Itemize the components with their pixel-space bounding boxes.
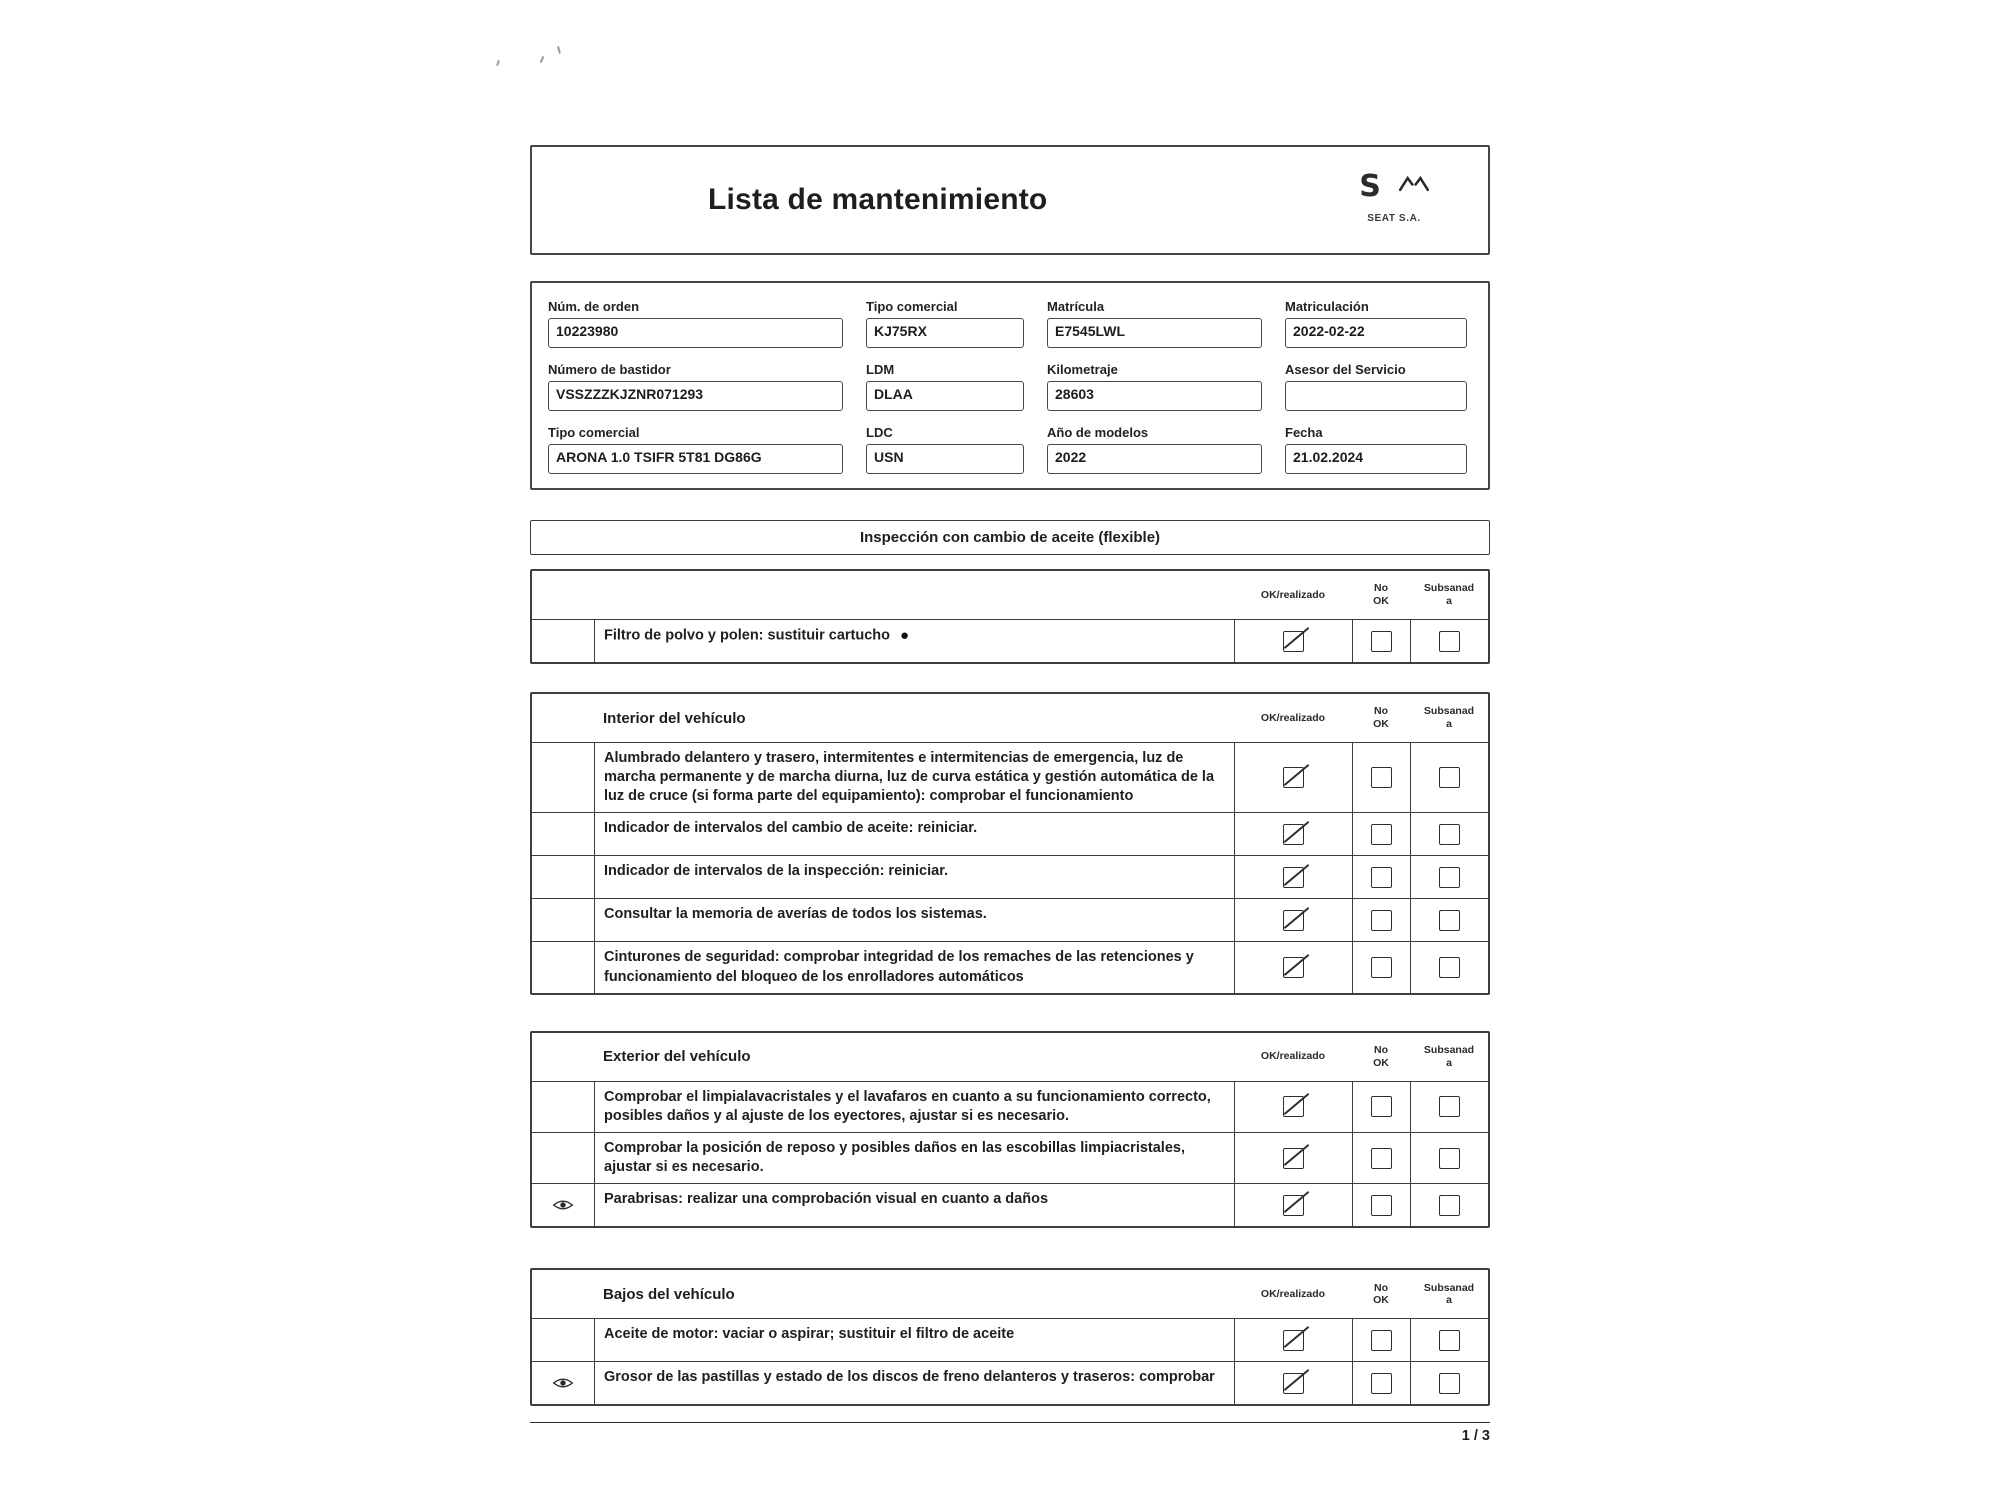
checklist-row	[532, 855, 1488, 898]
item-label: Cinturones de seguridad: comprobar integridad de los remaches de las retenciones y funcionamiento del bloqueo de los enrolladores automáticos	[604, 949, 1194, 985]
no-ok-cell	[1352, 1362, 1410, 1404]
checklist-row	[532, 619, 1488, 662]
checkbox-ok[interactable]	[1283, 1330, 1304, 1351]
document-header	[530, 145, 1490, 255]
field-label: Asesor del Servicio	[1285, 362, 1406, 377]
brand-logos	[1334, 167, 1454, 224]
field-value-tipo-comercial[interactable]: KJ75RX	[866, 318, 1024, 348]
checkbox-subsanada[interactable]	[1439, 867, 1460, 888]
ok-cell	[1234, 942, 1352, 992]
page-number: 1 / 3	[1461, 1428, 1490, 1445]
subsanada-cell	[1410, 899, 1488, 941]
field-label: Matriculación	[1285, 299, 1369, 314]
checkbox-subsanada[interactable]	[1439, 631, 1460, 652]
row-icon-cell	[532, 899, 594, 941]
subsanada-cell	[1410, 813, 1488, 855]
subsanada-cell	[1410, 1133, 1488, 1183]
subsanada-cell	[1410, 1082, 1488, 1132]
field-label: Fecha	[1285, 425, 1323, 440]
column-header-ok: OK/realizado	[1260, 711, 1326, 724]
item-label: Comprobar la posición de reposo y posibles daños en las escobillas limpiacristales, ajustar si es necesario.	[604, 1139, 1185, 1175]
field-label: LDC	[866, 425, 893, 440]
subsanada-cell	[1410, 942, 1488, 992]
field-n-m-de-orden	[548, 299, 843, 348]
checklist-row	[532, 941, 1488, 992]
checkbox-no-ok[interactable]	[1371, 910, 1392, 931]
field-fecha	[1285, 425, 1467, 474]
field-value-matr-cula[interactable]: E7545LWL	[1047, 318, 1262, 348]
field-a-o-de-modelos	[1047, 425, 1262, 474]
checklist-item-text	[594, 1319, 1234, 1361]
scan-artifact	[496, 60, 500, 66]
checkbox-subsanada[interactable]	[1439, 1148, 1460, 1169]
table-title: Exterior del vehículo	[603, 1048, 751, 1066]
checkbox-no-ok[interactable]	[1371, 1148, 1392, 1169]
column-header-no-ok: No OK	[1373, 1281, 1389, 1307]
item-label: Parabrisas: realizar una comprobación visual en cuanto a daños	[604, 1191, 1049, 1208]
field-label: Matrícula	[1047, 299, 1105, 314]
checkbox-ok[interactable]	[1283, 631, 1304, 652]
column-header-no-ok: No OK	[1373, 705, 1389, 730]
table-title: Bajos del vehículo	[603, 1285, 735, 1303]
ok-cell	[1234, 743, 1352, 812]
item-label: Indicador de intervalos del cambio de aceite: reiniciar.	[604, 820, 978, 837]
checkbox-no-ok[interactable]	[1371, 867, 1392, 888]
checkbox-subsanada[interactable]	[1439, 1195, 1460, 1216]
checklist-item-text	[594, 1082, 1234, 1132]
field-value-fecha[interactable]: 21.02.2024	[1285, 444, 1467, 474]
field-label: Kilometraje	[1047, 362, 1118, 377]
field-row	[548, 299, 1472, 348]
page-footer	[530, 1422, 1490, 1444]
row-icon-cell	[532, 856, 594, 898]
checkbox-no-ok[interactable]	[1371, 1096, 1392, 1117]
column-header-subsanada: Subsanad a	[1423, 1281, 1475, 1307]
checklist-item-text	[594, 620, 1234, 662]
field-tipo-comercial	[548, 425, 843, 474]
field-value-kilometraje[interactable]: 28603	[1047, 381, 1262, 411]
field-value-matriculaci-n[interactable]: 2022-02-22	[1285, 318, 1467, 348]
checkbox-ok[interactable]	[1283, 1195, 1304, 1216]
checkbox-ok[interactable]	[1283, 1373, 1304, 1394]
column-header-ok: OK/realizado	[1260, 1287, 1326, 1300]
ok-cell	[1234, 1082, 1352, 1132]
checklist-item-text	[594, 1362, 1234, 1404]
checkbox-ok[interactable]	[1283, 910, 1304, 931]
scan-artifact	[557, 46, 561, 54]
item-label: Grosor de las pastillas y estado de los discos de freno delanteros y traseros: comprobar	[604, 1369, 1215, 1386]
checkbox-subsanada[interactable]	[1439, 824, 1460, 845]
checkbox-ok[interactable]	[1283, 824, 1304, 845]
cupra-logo-icon	[1399, 176, 1429, 198]
subsanada-cell	[1410, 1319, 1488, 1361]
field-row	[548, 425, 1472, 474]
checklist-item-text	[594, 899, 1234, 941]
checklist-row	[532, 1132, 1488, 1183]
column-header-no-ok: No OK	[1373, 582, 1389, 607]
field-label: Tipo comercial	[866, 299, 958, 314]
no-ok-cell	[1352, 1082, 1410, 1132]
checkbox-subsanada[interactable]	[1439, 767, 1460, 788]
subsanada-cell	[1410, 856, 1488, 898]
checkbox-ok[interactable]	[1283, 957, 1304, 978]
table-header-filtro	[532, 571, 1488, 619]
checkbox-subsanada[interactable]	[1439, 1096, 1460, 1117]
table-header-bajos	[532, 1270, 1488, 1318]
field-value-tipo-comercial[interactable]: ARONA 1.0 TSIFR 5T81 DG86G	[548, 444, 843, 474]
checklist-item-text	[594, 743, 1234, 812]
checkbox-subsanada[interactable]	[1439, 1373, 1460, 1394]
no-ok-cell	[1352, 1184, 1410, 1226]
field-value-n-m-de-orden[interactable]: 10223980	[548, 318, 843, 348]
field-matriculaci-n	[1285, 299, 1467, 348]
ok-cell	[1234, 813, 1352, 855]
field-matr-cula	[1047, 299, 1262, 348]
no-ok-cell	[1352, 620, 1410, 662]
column-header-subsanada: Subsanad a	[1423, 582, 1475, 607]
checkbox-no-ok[interactable]	[1371, 957, 1392, 978]
table-filtro	[530, 569, 1490, 664]
field-asesor-del-servicio	[1285, 362, 1467, 411]
field-n-mero-de-bastidor	[548, 362, 843, 411]
ok-cell	[1234, 899, 1352, 941]
checkbox-no-ok[interactable]	[1371, 1373, 1392, 1394]
row-icon-cell	[532, 1319, 594, 1361]
item-label: Filtro de polvo y polen: sustituir cartucho	[604, 627, 890, 644]
visual-check-eye-icon	[552, 1376, 574, 1390]
row-icon-cell	[532, 1133, 594, 1183]
checkbox-no-ok[interactable]	[1371, 631, 1392, 652]
visual-check-eye-icon	[552, 1198, 574, 1212]
scan-artifact	[540, 56, 545, 63]
checkbox-no-ok[interactable]	[1371, 1330, 1392, 1351]
column-header-ok: OK/realizado	[1260, 588, 1326, 601]
row-icon-cell	[532, 1184, 594, 1226]
row-icon-cell	[532, 942, 594, 992]
item-label: Aceite de motor: vaciar o aspirar; sustituir el filtro de aceite	[604, 1326, 1015, 1343]
checkbox-ok[interactable]	[1283, 867, 1304, 888]
checklist-row	[532, 898, 1488, 941]
no-ok-cell	[1352, 1319, 1410, 1361]
field-label: LDM	[866, 362, 895, 377]
no-ok-cell	[1352, 856, 1410, 898]
checkbox-no-ok[interactable]	[1371, 1195, 1392, 1216]
checklist-row	[532, 1183, 1488, 1226]
item-label: Indicador de intervalos de la inspección: reiniciar.	[604, 863, 949, 880]
checklist-row	[532, 742, 1488, 812]
no-ok-cell	[1352, 899, 1410, 941]
item-label: Comprobar el limpialavacristales y el lavafaros en cuanto a su funcionamiento correcto, posibles daños y al ajuste de los eyectores, ajustar si es necesario.	[604, 1088, 1211, 1124]
subsanada-cell	[1410, 743, 1488, 812]
column-header-ok: OK/realizado	[1260, 1050, 1326, 1063]
subsanada-cell	[1410, 620, 1488, 662]
row-icon-cell	[532, 743, 594, 812]
seat-logo-icon: S	[1359, 169, 1381, 204]
table-header-interior	[532, 694, 1488, 742]
checklist-item-text	[594, 1133, 1234, 1183]
field-row	[548, 362, 1472, 411]
column-header-subsanada: Subsanad a	[1423, 705, 1475, 730]
table-exterior	[530, 1031, 1490, 1229]
row-icon-cell	[532, 1362, 594, 1404]
table-bajos	[530, 1268, 1490, 1406]
subsanada-cell	[1410, 1362, 1488, 1404]
item-label: Consultar la memoria de averías de todos los sistemas.	[604, 906, 987, 923]
company-name: SEAT S.A.	[1367, 213, 1421, 224]
checklist-item-text	[594, 856, 1234, 898]
column-header-no-ok: No OK	[1373, 1044, 1389, 1069]
field-label: Núm. de orden	[548, 299, 640, 314]
checkbox-subsanada[interactable]	[1439, 910, 1460, 931]
ok-cell	[1234, 1319, 1352, 1361]
field-value-asesor-del-servicio[interactable]	[1285, 381, 1467, 411]
checklist-row	[532, 1318, 1488, 1361]
row-icon-cell	[532, 620, 594, 662]
field-kilometraje	[1047, 362, 1262, 411]
no-ok-cell	[1352, 1133, 1410, 1183]
checkbox-ok[interactable]	[1283, 1148, 1304, 1169]
field-label: Tipo comercial	[548, 425, 640, 440]
ok-cell	[1234, 1184, 1352, 1226]
checklist-row	[532, 1361, 1488, 1404]
checklist-row	[532, 812, 1488, 855]
ok-cell	[1234, 1133, 1352, 1183]
checklist-row	[532, 1081, 1488, 1132]
checklist-item-text	[594, 813, 1234, 855]
checkbox-subsanada[interactable]	[1439, 1330, 1460, 1351]
checkbox-ok[interactable]	[1283, 767, 1304, 788]
no-ok-cell	[1352, 813, 1410, 855]
table-title	[594, 585, 1234, 605]
item-label: Alumbrado delantero y trasero, intermitentes e intermitencias de emergencia, luz de marcha permanente y de marcha diurna, luz de curva estática y gestión automática de la luz de cruce (si forma parte del equipamiento): comprobar el funcionamiento	[604, 750, 1215, 805]
table-title: Interior del vehículo	[603, 709, 746, 727]
field-value-ldc[interactable]: USN	[866, 444, 1024, 474]
field-label: Año de modelos	[1047, 425, 1149, 440]
table-header-exterior	[532, 1033, 1488, 1081]
checkbox-subsanada[interactable]	[1439, 957, 1460, 978]
row-icon-cell	[532, 1082, 594, 1132]
checklist-item-text	[594, 1184, 1234, 1226]
no-ok-cell	[1352, 743, 1410, 812]
field-value-n-mero-de-bastidor[interactable]: VSSZZZKJZNR071293	[548, 381, 843, 411]
table-interior	[530, 692, 1490, 995]
field-value-ldm[interactable]: DLAA	[866, 381, 1024, 411]
dot-icon: ●	[900, 627, 910, 644]
page-title: Lista de mantenimiento	[708, 183, 1048, 216]
row-icon-cell	[532, 813, 594, 855]
field-value-a-o-de-modelos[interactable]: 2022	[1047, 444, 1262, 474]
checkbox-no-ok[interactable]	[1371, 824, 1392, 845]
field-ldc	[866, 425, 1024, 474]
section-banner: Inspección con cambio de aceite (flexible)	[530, 520, 1490, 555]
maintenance-document	[530, 145, 1490, 1444]
field-label: Número de bastidor	[548, 362, 671, 377]
checklist-item-text	[594, 942, 1234, 992]
check-tables	[530, 569, 1490, 1406]
vehicle-fields	[530, 281, 1490, 490]
ok-cell	[1234, 1362, 1352, 1404]
field-ldm	[866, 362, 1024, 411]
column-header-subsanada: Subsanad a	[1423, 1044, 1475, 1069]
ok-cell	[1234, 856, 1352, 898]
ok-cell	[1234, 620, 1352, 662]
checkbox-ok[interactable]	[1283, 1096, 1304, 1117]
field-tipo-comercial	[866, 299, 1024, 348]
subsanada-cell	[1410, 1184, 1488, 1226]
checkbox-no-ok[interactable]	[1371, 767, 1392, 788]
no-ok-cell	[1352, 942, 1410, 992]
